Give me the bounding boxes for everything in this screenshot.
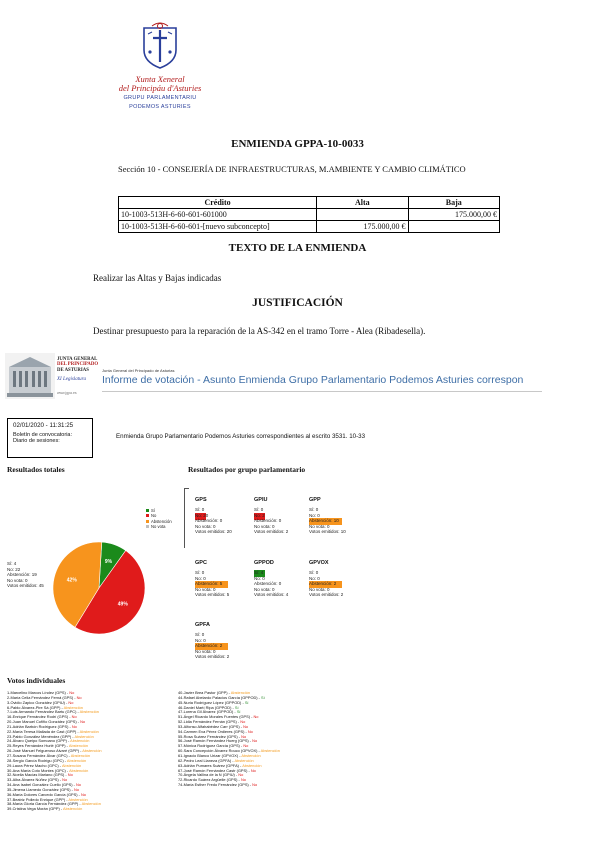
diario-label: Diario de sesiones:	[13, 438, 60, 444]
legend-swatch-no	[146, 514, 149, 517]
voter-name: 38-María Gloria García Fernández (GPP) -	[7, 801, 82, 807]
voter-name: 26-José Manuel Felgueroso Alvaré (GPP) -	[7, 748, 83, 754]
vote-value: No	[241, 733, 247, 739]
col-credito: Crédito	[119, 197, 317, 209]
vote-value: Abstención	[63, 806, 83, 812]
voter-name: 27-Susana Fernández Álvar (GPC) -	[7, 752, 71, 758]
group-stat-line: No vota: 0	[309, 586, 330, 592]
vote-value: No	[253, 714, 259, 720]
totales-summary	[7, 561, 44, 589]
voter-name: 46-Daniel Martí Ripa (GPPOD) -	[178, 704, 235, 710]
group-name: GPP	[309, 497, 321, 503]
vote-value: Abstención	[242, 762, 262, 768]
vote-value: Abstención	[230, 690, 251, 695]
group-stat-line: Abstención: 0	[254, 581, 282, 586]
legend-label: No	[151, 513, 157, 519]
vote-row	[7, 807, 177, 812]
group-stat-line: Abstención: 2	[309, 581, 337, 586]
total-novota: No vota: 0	[7, 577, 28, 583]
legend-label: No vota	[151, 523, 166, 529]
group-stats	[195, 632, 265, 660]
voter-name: 34-Ana Isabel González Cuello (GPS) -	[7, 782, 76, 788]
vote-value: No	[74, 786, 80, 792]
voter-name: 37-Beatriz Polledo Enrique (GPP) -	[7, 796, 69, 802]
voter-name: 1-Marcelino Marcos Líndez (GPS) -	[7, 690, 70, 695]
credit-table	[118, 196, 500, 233]
vote-value: Abstención	[74, 733, 94, 739]
group-stat-line: Votos emitidos: 10	[309, 529, 346, 534]
group-stat-line: Votos emitidos: 2	[309, 592, 344, 597]
voter-name: 36-María Dolores Carcedo García (GPS) -	[7, 791, 81, 797]
vote-value: Abstención	[68, 743, 89, 749]
voter-name: 47-Lorena Gil Álvarez (GPPOD) -	[178, 709, 237, 715]
group-name: GPPOD	[254, 560, 274, 566]
voter-name: 24-Álvaro Queipo Somoano (GPP) -	[7, 738, 71, 744]
voter-name: 32-Noelia Macías Mariano (GPS) -	[7, 772, 68, 778]
vote-value: Abstención	[79, 709, 99, 715]
group-stat-line: Abstención: 2	[195, 643, 223, 648]
voter-name: 60-Sara Concepción Álvarez Rouco (GPVOX) -	[178, 748, 261, 754]
vote-value: No	[243, 743, 249, 749]
cell-credito: 10-1003-513H-6-60-601-[nuevo subconcepto]	[119, 221, 317, 233]
group-name: GPIU	[254, 497, 268, 503]
cell-baja: 175.000,00 €	[408, 209, 499, 221]
legend-label: Abstención	[151, 518, 172, 524]
vote-value: Abstención	[260, 748, 280, 754]
justificacion-heading: JUSTIFICACIÓN	[252, 297, 343, 309]
group-stat-line: Abstención: 5	[195, 581, 223, 586]
vote-value: Sí	[244, 699, 249, 705]
group-stat-line: No vota: 0	[254, 523, 275, 529]
votes-list-left	[7, 691, 177, 812]
pie-label-2: 42%	[66, 577, 77, 584]
voter-name: 63-Adrián Pumares Suárez (GPFA) -	[178, 762, 243, 768]
group-panel-gpp	[309, 497, 379, 535]
vote-value: Abstención	[70, 738, 90, 744]
vote-value: No	[62, 777, 68, 783]
group-stat-line: No: 0	[309, 512, 320, 518]
vote-value: Abstención	[69, 767, 89, 773]
total-si: Sí: 4	[7, 561, 17, 566]
voter-name: 51-Ángel Ricardo Morales Fuentes (GPS) -	[178, 714, 254, 720]
table-row	[119, 209, 500, 221]
group-stat-line: Sí: 0	[309, 507, 319, 512]
voter-name: 3-Ovidio Zapico González (GPIU) -	[7, 699, 69, 705]
vote-value: No	[71, 723, 77, 729]
bracket-line	[184, 488, 185, 548]
voter-name: 20-Juan Manuel Cofiño González (GPS) -	[7, 719, 81, 725]
voter-name: 23-Pablo González Menéndez (GPP) -	[7, 733, 75, 739]
votos-heading: Votos individuales	[7, 676, 66, 685]
voter-name: 67-José Ramón Fernández Castr (GPS) -	[178, 767, 251, 773]
voter-name: 57-Mónica Rodríguez García (GPS) -	[178, 743, 244, 749]
vote-value: Abstención	[82, 748, 102, 754]
group-stat-line: No: 0	[254, 575, 265, 581]
group-stat-line: No vota: 0	[309, 523, 330, 529]
group-stat-line: Abstención: 0	[254, 518, 282, 523]
legislature: XI Legislatura	[57, 377, 87, 382]
group-stat-line: Votos emitidos: 20	[195, 529, 232, 534]
jg-url: www.jgpa.es	[57, 391, 77, 395]
group-stat-line: No: 0	[195, 637, 206, 643]
institution-name: Junta General del Principado de Asturias	[102, 368, 175, 373]
vote-value: Sí	[261, 694, 265, 700]
group-stat-line: Sí: 0	[254, 507, 264, 512]
group-stat-line: No: 2	[254, 512, 265, 518]
voter-name: 21-Adrián Barbón Rodríguez (GPS) -	[7, 723, 72, 729]
vote-value: Abstención	[241, 752, 261, 758]
boletin-label: Boletín de convocatoria:	[13, 432, 73, 438]
total-abst: Abstención: 19	[7, 572, 37, 577]
vote-value: No	[247, 728, 253, 734]
votes-list-right	[178, 691, 348, 788]
group-stat-line: Sí: 0	[195, 632, 205, 637]
jg-line-1: JUNTA GENERAL	[57, 357, 98, 362]
totales-heading: Resultados totales	[7, 465, 65, 474]
texto-heading: TEXTO DE LA ENMIENDA	[228, 242, 367, 254]
voter-name: 28-Sergio García Rodrígu (GPC) -	[7, 757, 67, 763]
total-emitidos: Votos emitidos: 45	[7, 583, 44, 588]
group-stat-line: Votos emitidos: 2	[195, 654, 230, 659]
group-stat-line: No vota: 0	[254, 586, 275, 592]
group-stat-line: Sí: 4	[254, 570, 264, 575]
group-name: GPVOX	[309, 560, 329, 566]
vote-value: No	[238, 772, 244, 778]
group-stats	[309, 570, 379, 598]
voter-name: 16-Enrique Fernández Rodrí (GPS) -	[7, 714, 72, 720]
vote-value: No	[67, 772, 73, 778]
col-alta: Alta	[317, 197, 408, 209]
vote-value: Abstención	[234, 757, 254, 763]
voter-name: 29-Laura Pérez Macho (GPC) -	[7, 762, 62, 768]
group-panel-gpvox	[309, 560, 379, 598]
vote-value: Abstención	[70, 752, 91, 758]
pie-label-0: 9%	[104, 559, 113, 566]
legend-swatch-si	[146, 509, 149, 512]
voter-name: 56-José Ramón Fernández Huerg (GPS) -	[178, 738, 253, 744]
voter-name: 25-Reyes Fernández Hurlé (GPP) -	[7, 743, 69, 749]
group-stat-line: Abstención: 10	[309, 518, 339, 523]
meta-box	[7, 418, 93, 458]
col-baja: Baja	[408, 197, 499, 209]
legend-swatch-abst	[146, 520, 149, 523]
jg-line-2: DEL PRINCIPADO	[57, 362, 99, 368]
group-stat-line: No vota: 0	[195, 648, 216, 654]
group-stat-line: Votos emitidos: 5	[195, 592, 230, 597]
legend-item	[146, 524, 172, 529]
voter-name: 70-Ángela Vallina de la N (GPIU) -	[178, 772, 239, 778]
jg-line-3: DE ASTURIAS	[57, 367, 89, 373]
group-stat-line: Abstención: 0	[195, 518, 223, 523]
vote-value: No	[71, 714, 77, 720]
vote-value: No	[68, 699, 74, 705]
logo-line-2: del Principáu d'Asturies	[118, 83, 202, 93]
vote-value: No	[80, 719, 86, 725]
cell-credito: 10-1003-513H-6-60-601-601000	[119, 209, 317, 221]
table-row	[119, 221, 500, 233]
votes-pie-chart	[44, 538, 154, 638]
asunto-text: Enmienda Grupo Parlamentario Podemos Asturies correspondientes al escrito 3531. 10-33	[116, 433, 366, 440]
voter-name: 54-Carmen Eva Pérez Ordieres (GPS) -	[178, 728, 248, 734]
logo-line-1: Xunta Xeneral	[135, 74, 185, 84]
legend-swatch-novota	[146, 525, 149, 528]
coat-of-arms-icon	[138, 22, 182, 70]
vote-value: No	[80, 791, 86, 797]
jgpa-logo	[5, 353, 99, 403]
group-stat-line: Sí: 0	[195, 570, 205, 575]
vote-value: No	[69, 690, 75, 695]
voter-name: 53-Alfonso Alfahabédez Carr (GPS) -	[178, 723, 244, 729]
vote-value: No	[243, 723, 249, 729]
credit-table-header	[119, 197, 500, 209]
logo-line-4: PODEMOS ASTURIES	[129, 103, 191, 110]
group-stat-line: Sí: 0	[195, 507, 205, 512]
legend-label: Sí	[151, 508, 155, 513]
parliament-building-icon	[5, 353, 55, 399]
voter-name: 2-María Celia Fernández Ferná (GPS) -	[7, 694, 77, 700]
texto-body: Realizar las Altas y Bajas indicadas	[93, 273, 222, 283]
cell-alta	[317, 209, 408, 221]
voter-name: 35-Jimena Llamedo González (GPS) -	[7, 786, 75, 792]
vote-value: Abstención	[79, 728, 99, 734]
voter-name: 72-Ricardo Suárez Argüelle (GPS) -	[178, 777, 241, 783]
divider	[102, 391, 542, 392]
group-stat-line: Votos emitidos: 2	[254, 529, 289, 534]
vote-value: Abstención	[63, 704, 83, 710]
report-date: 02/01/2020 - 11:31:25	[13, 422, 74, 429]
voter-name: 45-Nuria Rodríguez López (GPPOD) -	[178, 699, 245, 705]
vote-value: No	[252, 782, 258, 788]
section-line: Sección 10 - CONSEJERÍA DE INFRAESTRUCTURAS, M.AMBIENTE Y CAMBIO CLIMÁTICO	[118, 164, 466, 174]
vote-value: No	[240, 777, 246, 783]
vote-value: No	[250, 767, 256, 773]
group-stat-line: No vota: 0	[195, 523, 216, 529]
voter-name: 7-Luis Armando Fernández Bartu (GPC) -	[7, 709, 80, 715]
grupos-heading: Resultados por grupo parlamentario	[188, 465, 306, 474]
vote-row	[178, 783, 348, 788]
justificacion-body: Destinar presupuesto para la reparación de la AS-342 en el tramo Torre - Alea (Ribadesella).	[93, 326, 426, 336]
group-name: GPFA	[195, 622, 210, 628]
group-stat-line: No: 0	[195, 575, 206, 581]
vote-value: Sí	[234, 704, 239, 710]
group-stat-line: Sí: 0	[309, 570, 319, 575]
group-panel-gpfa	[195, 622, 265, 660]
voter-name: 52-Lidia Fernández Fernán (GPS) -	[178, 719, 241, 725]
group-name: GPC	[195, 560, 207, 566]
voter-name: 6-Pablo Álvarez-Pire Sá (GPP) -	[7, 704, 64, 710]
voter-name: 62-Pedro Leal Llaneza (GPFA) -	[178, 757, 235, 763]
group-stat-line: Votos emitidos: 4	[254, 592, 289, 597]
logo-line-3: GRUPU PARLAMENTARIU	[123, 95, 197, 101]
pie-legend	[146, 508, 172, 529]
cell-baja	[408, 221, 499, 233]
vote-value: Abstención	[61, 762, 82, 768]
enmienda-title: ENMIENDA GPPA-10-0033	[231, 138, 364, 150]
total-no: No: 22	[7, 566, 21, 572]
bracket-tick	[184, 488, 189, 489]
vote-value: Abstención	[66, 757, 87, 763]
voter-name: 74-María Esther Fredo Fernández (GPS) -	[178, 782, 253, 788]
group-stats	[309, 507, 379, 535]
informe-title: Informe de votación - Asunto Enmienda Grupo Parlamentario Podemos Asturies correspon	[102, 374, 524, 386]
voter-name: 40-Javier Brea Pastor (GPP) -	[178, 690, 231, 695]
vote-value: No	[76, 694, 82, 700]
group-stat-line: No: 20	[195, 512, 209, 518]
vote-value: No	[240, 719, 246, 725]
voter-name: 22-María Teresa Mallada de Cast (GPP) -	[7, 728, 80, 734]
vote-value: Sí	[236, 709, 241, 715]
voter-name: 39-Cristina Vega Morán (GPP) -	[7, 806, 64, 812]
pie-label-1: 49%	[117, 601, 128, 608]
vote-value: No	[252, 738, 258, 744]
group-stat-line: No vota: 0	[195, 586, 216, 592]
podemos-logo	[95, 22, 225, 110]
voter-name: 44-Rafael Abelardo Palacios García (GPPOD) -	[178, 694, 262, 700]
voter-name: 33-Alba Álvarez Núñez (GPS) -	[7, 777, 63, 783]
group-stat-line: No: 0	[309, 575, 320, 581]
vote-value: Abstención	[81, 801, 101, 807]
vote-value: Abstención	[68, 796, 88, 802]
vote-value: No	[75, 782, 81, 788]
voter-name: 55-Rosa Suárez Fernández (GPS) -	[178, 733, 242, 739]
group-name: GPS	[195, 497, 207, 503]
cell-alta: 175.000,00 €	[317, 221, 408, 233]
voter-name: 61-Ignacio Blanco Urizar (GPVOX) -	[178, 752, 242, 758]
voter-name: 30-Ana María Coto Montes (GPC) -	[7, 767, 70, 773]
